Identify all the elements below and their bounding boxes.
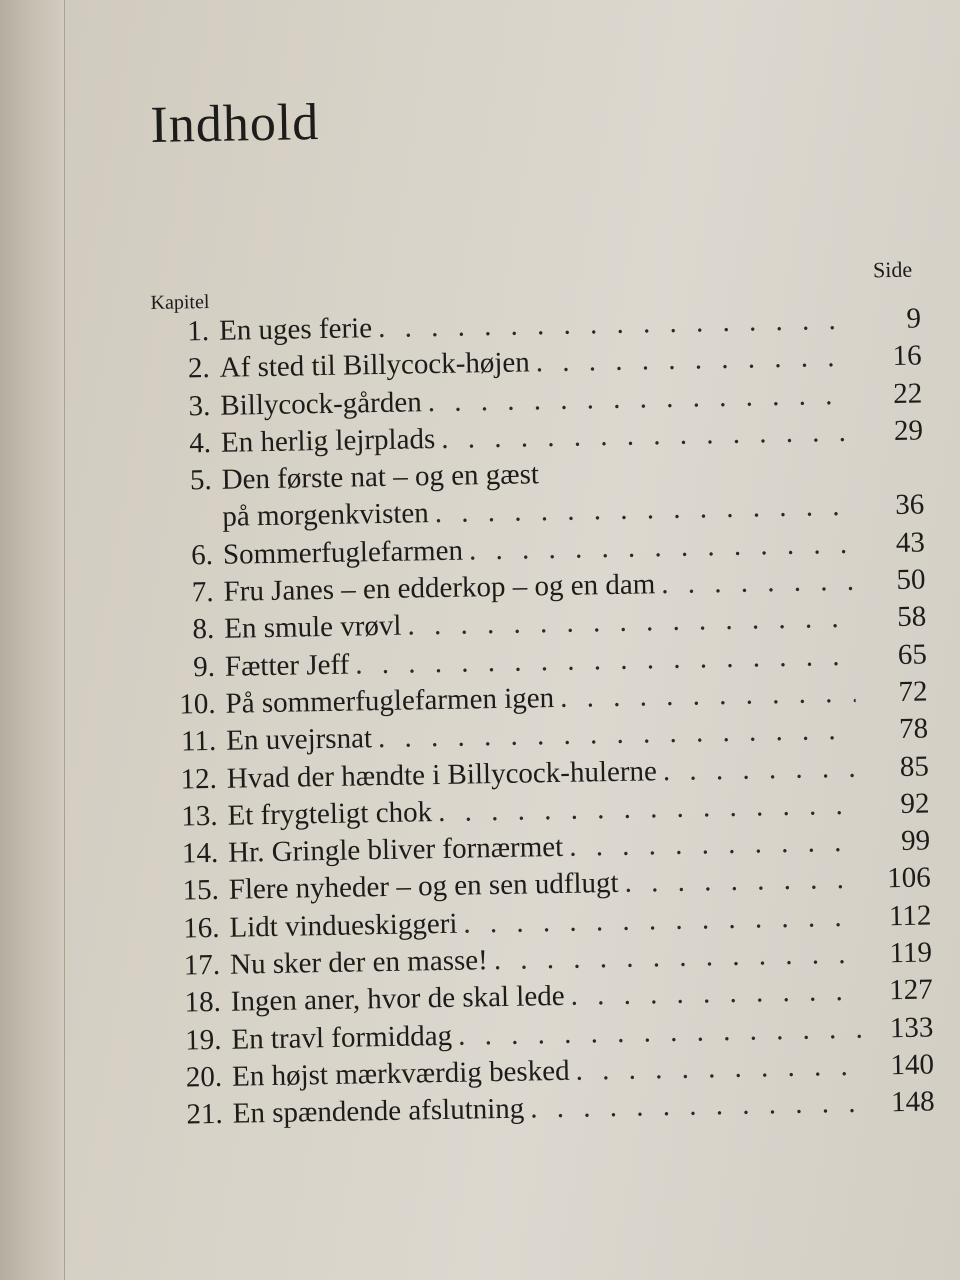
page-number: 36 bbox=[894, 489, 925, 522]
chapter-title: En spændende afslutning bbox=[232, 1092, 525, 1130]
page-number: 78 bbox=[898, 712, 929, 746]
book-page bbox=[64, 0, 960, 1280]
chapter-number: 1. bbox=[187, 314, 210, 348]
chapter-title-continued: på morgenkvisten bbox=[222, 497, 430, 534]
chapter-title: Fru Janes – en edderkop – og en dam bbox=[223, 568, 656, 608]
chapter-title: Af sted til Billycock-højen bbox=[219, 346, 531, 385]
chapter-title: En uvejrsnat bbox=[225, 722, 373, 758]
page-number: 127 bbox=[888, 973, 933, 1007]
chapter-title: En smule vrøvl bbox=[223, 610, 402, 646]
page-number: 140 bbox=[890, 1048, 935, 1082]
table-of-contents bbox=[150, 257, 935, 1135]
page-number: 43 bbox=[895, 526, 926, 559]
chapter-title: Sommerfuglefarmen bbox=[222, 534, 464, 571]
chapter-number: 21. bbox=[186, 1098, 224, 1131]
chapter-title: En uges ferie bbox=[218, 312, 373, 347]
leader-dots bbox=[570, 973, 861, 1015]
page-number: 99 bbox=[900, 824, 931, 858]
page-number: 72 bbox=[898, 675, 928, 708]
page-number: 22 bbox=[892, 377, 923, 410]
chapter-number: 16. bbox=[182, 911, 220, 945]
page-number: 65 bbox=[897, 638, 928, 671]
chapter-title: Lidt vindueskiggeri bbox=[229, 907, 458, 944]
chapter-title: En herlig lejrplads bbox=[220, 422, 436, 459]
page-number: 9 bbox=[906, 302, 922, 335]
leader-dots bbox=[560, 675, 856, 717]
chapter-title: Et frygteligt chok bbox=[227, 796, 433, 832]
chapter-title: Hr. Gringle bliver fornærmet bbox=[227, 831, 564, 869]
chapter-title: Nu sker der en masse! bbox=[229, 944, 489, 981]
chapter-title: På sommerfuglefarmen igen bbox=[225, 681, 555, 720]
chapter-number: 6. bbox=[190, 538, 214, 572]
page-title: Indhold bbox=[150, 94, 320, 154]
chapter-title: Hvad der hændte i Billycock-hulerne bbox=[226, 754, 658, 795]
chapter-number: 5. bbox=[189, 464, 212, 497]
chapter-number: 20. bbox=[185, 1060, 223, 1094]
toc-list bbox=[151, 301, 935, 1135]
page-number: 29 bbox=[893, 414, 924, 447]
chapter-title: Fætter Jeff bbox=[224, 648, 350, 683]
page-number: 119 bbox=[889, 936, 933, 970]
leader-dots bbox=[624, 861, 859, 902]
chapter-number: 15. bbox=[182, 874, 220, 907]
page-number: 50 bbox=[896, 563, 926, 597]
chapter-number: 4. bbox=[189, 426, 212, 460]
chapter-number: 14. bbox=[181, 837, 219, 870]
chapter-number: 10. bbox=[179, 687, 216, 721]
leader-dots bbox=[661, 563, 854, 604]
chapter-number: 12. bbox=[180, 762, 218, 796]
chapter-title: Flere nyheder – og en sen udflugt bbox=[228, 867, 619, 907]
page-number: 148 bbox=[890, 1085, 935, 1119]
chapter-title: En højst mærkværdig besked bbox=[231, 1054, 570, 1093]
chapter-title: Billycock-gården bbox=[220, 385, 422, 422]
chapter-title: Ingen aner, hvor de skal lede bbox=[230, 980, 565, 1019]
page-number: 133 bbox=[889, 1011, 934, 1044]
chapter-number: 3. bbox=[188, 389, 211, 422]
chapter-number: 13. bbox=[181, 799, 218, 833]
chapter-number: 8. bbox=[192, 613, 215, 646]
leader-dots bbox=[441, 414, 851, 458]
leader-dots bbox=[663, 749, 858, 790]
chapter-number: 7. bbox=[191, 576, 214, 609]
chapter-number: 11. bbox=[180, 725, 217, 758]
book-gutter bbox=[0, 0, 65, 1280]
side-label: Side bbox=[872, 256, 913, 283]
chapter-number: 9. bbox=[192, 650, 216, 683]
page-number: 112 bbox=[888, 899, 932, 932]
chapter-number: 19. bbox=[184, 1023, 222, 1057]
leader-dots bbox=[569, 824, 859, 866]
page-number: 16 bbox=[892, 339, 922, 373]
leader-dots bbox=[575, 1048, 862, 1090]
page-number: 106 bbox=[886, 861, 932, 895]
kapitel-label: Kapitel bbox=[150, 290, 210, 314]
leader-dots bbox=[493, 936, 860, 980]
chapter-title: En travl formiddag bbox=[231, 1019, 453, 1056]
chapter-number: 18. bbox=[184, 986, 222, 1019]
chapter-title: Den første nat – og en gæst bbox=[221, 458, 540, 496]
chapter-number: 17. bbox=[183, 948, 221, 982]
leader-dots bbox=[530, 1085, 863, 1128]
leader-dots bbox=[535, 339, 850, 382]
page-number: 58 bbox=[896, 600, 927, 634]
page-number: 92 bbox=[900, 787, 930, 820]
page-number: 85 bbox=[899, 750, 930, 783]
chapter-number: 2. bbox=[187, 352, 211, 385]
